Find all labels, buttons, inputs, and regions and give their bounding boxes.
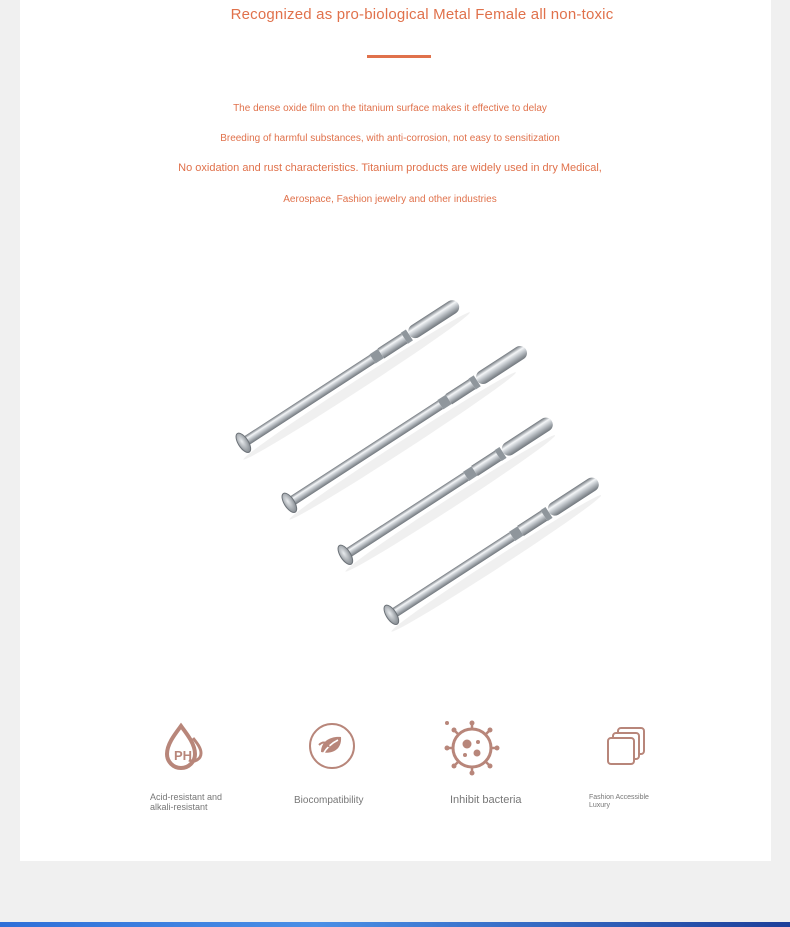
titanium-pins-image [200, 265, 620, 665]
bottom-color-bar [0, 922, 790, 927]
pin-4 [378, 472, 608, 636]
feature-label: Biocompatibility [294, 795, 364, 806]
pin-1 [230, 291, 473, 463]
svg-text:PH: PH [174, 748, 193, 763]
feature-inhibit-bacteria [424, 715, 554, 825]
feature-label: Inhibit bacteria [450, 794, 522, 806]
feature-label-line-1: Acid-resistant and [150, 792, 223, 802]
feature-fashion-luxury [580, 715, 710, 825]
bacteria-icon [444, 720, 500, 776]
pin-2 [276, 340, 536, 524]
description-line-2: Breeding of harmful substances, with anti-corrosion, not easy to sensitization [220, 133, 560, 144]
ph-drop-icon [157, 720, 213, 776]
feature-label-line-1: Fashion Accessible [589, 794, 649, 801]
feature-list [20, 715, 771, 835]
feature-label-line-2: alkali-resistant [150, 802, 208, 812]
layers-icon [606, 725, 648, 767]
headline-divider [367, 55, 431, 58]
feature-acid-resistant [145, 715, 275, 825]
description-line-4: Aerospace, Fashion jewelry and other industries [283, 194, 497, 205]
description-line-3: No oxidation and rust characteristics. Titanium products are widely used in dry Medical, [178, 162, 602, 174]
description-line-1: The dense oxide film on the titanium surface makes it effective to delay [233, 103, 547, 114]
leaf-circle-icon [307, 721, 357, 771]
feature-biocompatibility [287, 715, 417, 825]
content-card [20, 0, 771, 861]
headline: Recognized as pro-biological Metal Female all non-toxic [230, 6, 614, 23]
pin-3 [332, 412, 562, 576]
feature-label-line-2: Luxury [589, 802, 611, 809]
